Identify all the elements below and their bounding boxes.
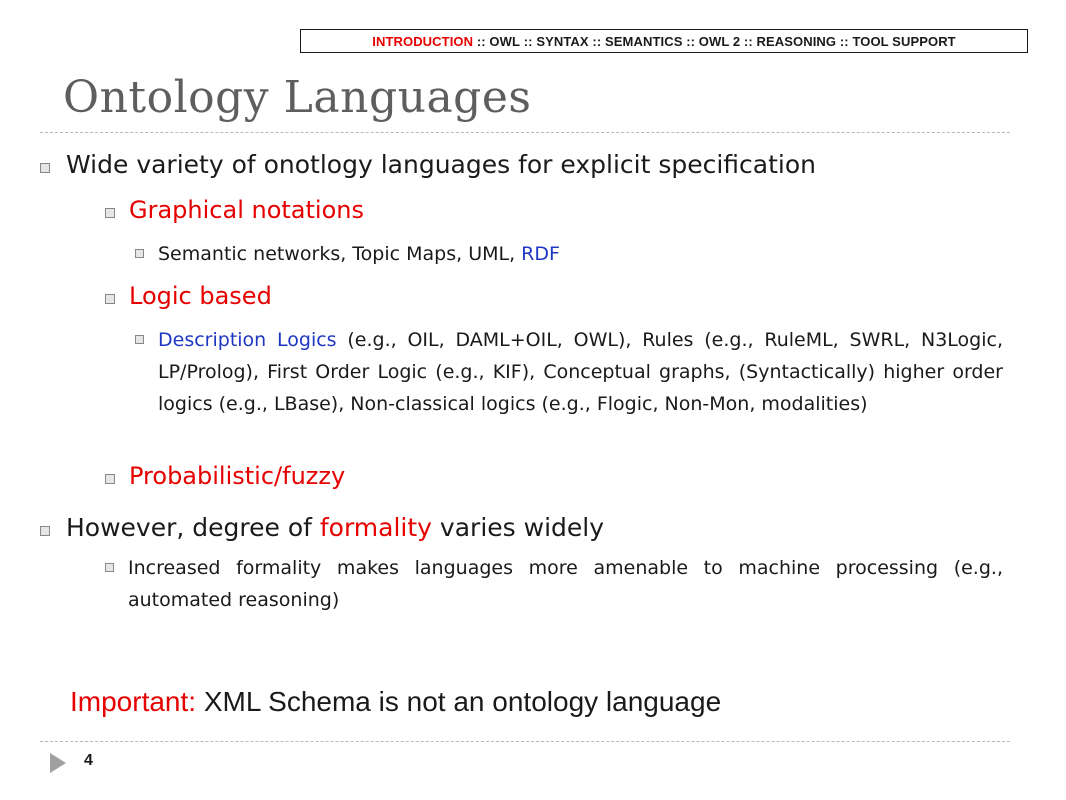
bullet-text: Increased formality makes languages more amenable to machine processing (e.g., automated reasoning) — [128, 557, 1003, 611]
nav-item-introduction[interactable]: INTRODUCTION — [372, 33, 474, 49]
nav-separator: :: — [839, 33, 849, 49]
bullet-text: Wide variety of onotlogy languages for explicit specification — [66, 150, 816, 179]
graphical-items-text: Semantic networks, Topic Maps, UML, — [158, 243, 522, 265]
nav-item-owl[interactable]: OWL — [489, 33, 521, 49]
square-bullet-icon — [135, 249, 144, 258]
bullet-logic-based — [105, 282, 1005, 310]
description-logics-text: Description Logics — [158, 329, 337, 351]
square-bullet-icon — [105, 474, 115, 484]
bullet-logic-details — [135, 324, 1003, 420]
logic-rest-text: (e.g., OIL, DAML+OIL, OWL), Rules (e.g., RuleML, SWRL, N3Logic, LP/Prolog), First Order Logic (e.g., KIF), Conceptual graphs, (Syntactically) higher order logics (e.g., LBase), Non-classical logics (e.g., Flogic, Non-Mon, modalities) — [158, 329, 1003, 415]
page-number: 4 — [84, 752, 93, 769]
bullet-text: Graphical notations — [129, 196, 364, 224]
square-bullet-icon — [40, 526, 50, 536]
nav-item-tool-support[interactable]: TOOL SUPPORT — [852, 33, 956, 49]
nav-separator: :: — [592, 33, 602, 49]
however-post-text: varies widely — [431, 513, 605, 542]
bullet-graphical — [105, 196, 1005, 224]
bullet-text — [66, 513, 604, 542]
square-bullet-icon — [40, 163, 50, 173]
slide-title: Ontology Languages — [63, 72, 532, 123]
important-note — [70, 686, 721, 718]
footer-divider — [40, 741, 1010, 742]
rdf-text: RDF — [521, 243, 560, 265]
bullet-probabilistic — [105, 462, 1005, 490]
nav-separator: :: — [523, 33, 533, 49]
however-pre-text: However, degree of — [66, 513, 320, 542]
bullet-text: Logic based — [129, 282, 272, 310]
nav-separator: :: — [743, 33, 753, 49]
nav-item-semantics[interactable]: SEMANTICS — [605, 33, 683, 49]
bullet-text: Probabilistic/fuzzy — [129, 462, 346, 490]
page-marker-icon — [50, 753, 66, 773]
nav-item-owl2[interactable]: OWL 2 — [698, 33, 741, 49]
bullet-increased-formality — [105, 552, 1003, 616]
nav-separator: :: — [686, 33, 696, 49]
bullet-text — [158, 324, 1003, 420]
nav-separator: :: — [476, 33, 486, 49]
square-bullet-icon — [135, 335, 144, 344]
bullet-text — [158, 238, 560, 270]
square-bullet-icon — [105, 208, 115, 218]
square-bullet-icon — [105, 563, 114, 572]
bullet-graphical-items — [135, 238, 1005, 270]
formality-text: formality — [319, 513, 432, 542]
square-bullet-icon — [105, 294, 115, 304]
important-label: Important: — [70, 686, 197, 717]
important-text: XML Schema is not an ontology language — [196, 686, 722, 717]
bullet-wide-variety — [40, 150, 1030, 179]
nav-item-syntax[interactable]: SYNTAX — [536, 33, 589, 49]
nav-item-reasoning[interactable]: REASONING — [756, 33, 837, 49]
bullet-formality — [40, 513, 1030, 542]
